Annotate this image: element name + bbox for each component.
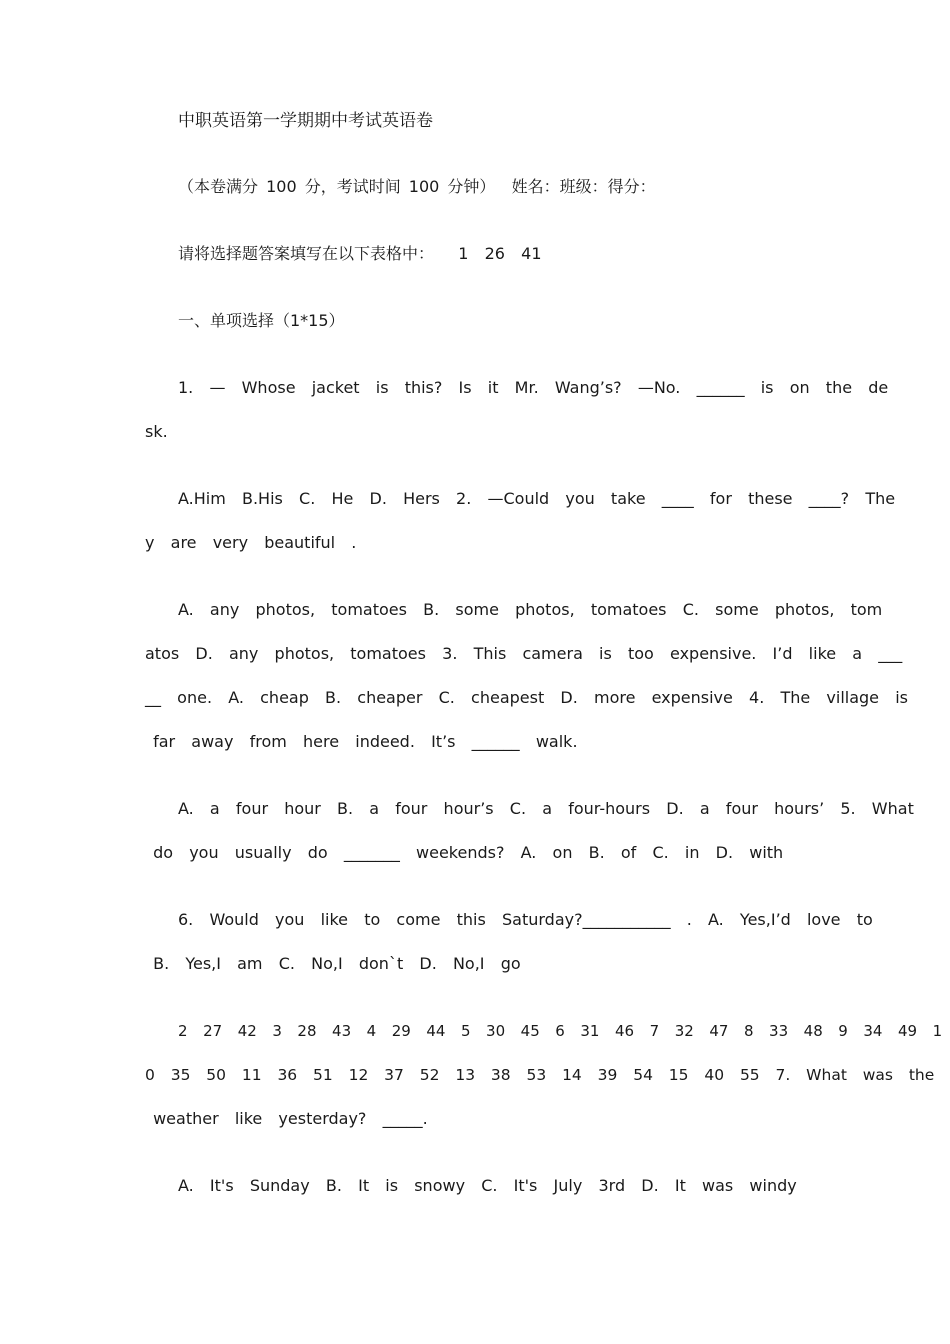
answer-table-instruction: 请将选择题答案填写在以下表格中： 1 26 41 (178, 244, 542, 263)
question-line: A. a four hour B. a four hour’s C. a four-hours D. a four hours’ 5. What (178, 799, 914, 818)
section-heading: 一、单项选择（1*15） (178, 311, 345, 330)
question-line: far away from here indeed. It’s ______ walk. (145, 732, 578, 751)
answer-numbers-line: 2 27 42 3 28 43 4 29 44 5 30 45 6 31 46 7 32 47 8 33 48 9 34 49 1 (178, 1022, 943, 1040)
question-line: do you usually do _______ weekends? A. on B. of C. in D. with (145, 843, 784, 862)
question-line: 6. Would you like to come this Saturday?___________ . A. Yes,I’d love to (178, 910, 873, 929)
question-line: 1. — Whose jacket is this? Is it Mr. Wang’s? —No. ______ is on the de (178, 378, 889, 397)
question-line: weather like yesterday? _____. (145, 1109, 428, 1128)
question-line: A.Him B.His C. He D. Hers 2. —Could you take ____ for these ____? The (178, 489, 896, 508)
answer-numbers-line: 0 35 50 11 36 51 12 37 52 13 38 53 14 39 54 15 40 55 7. What was the (145, 1066, 935, 1084)
question-line: atos D. any photos, tomatoes 3. This camera is too expensive. I’d like a ___ (145, 644, 903, 663)
question-line: A. any photos, tomatoes B. some photos, tomatoes C. some photos, tom (178, 600, 883, 619)
question-line: A. It's Sunday B. It is snowy C. It's July 3rd D. It was windy (178, 1176, 797, 1195)
exam-info-line: （本卷满分 100 分，考试时间 100 分钟） 姓名：班级：得分： (178, 177, 656, 196)
question-line: __ one. A. cheap B. cheaper C. cheapest D. more expensive 4. The village is (145, 688, 908, 707)
question-line: sk. (145, 422, 168, 441)
question-line: y are very beautiful . (145, 533, 357, 552)
question-line: B. Yes,I am C. No,I don`t D. No,I go (145, 954, 521, 973)
exam-title: 中职英语第一学期期中考试英语卷 (178, 111, 433, 131)
